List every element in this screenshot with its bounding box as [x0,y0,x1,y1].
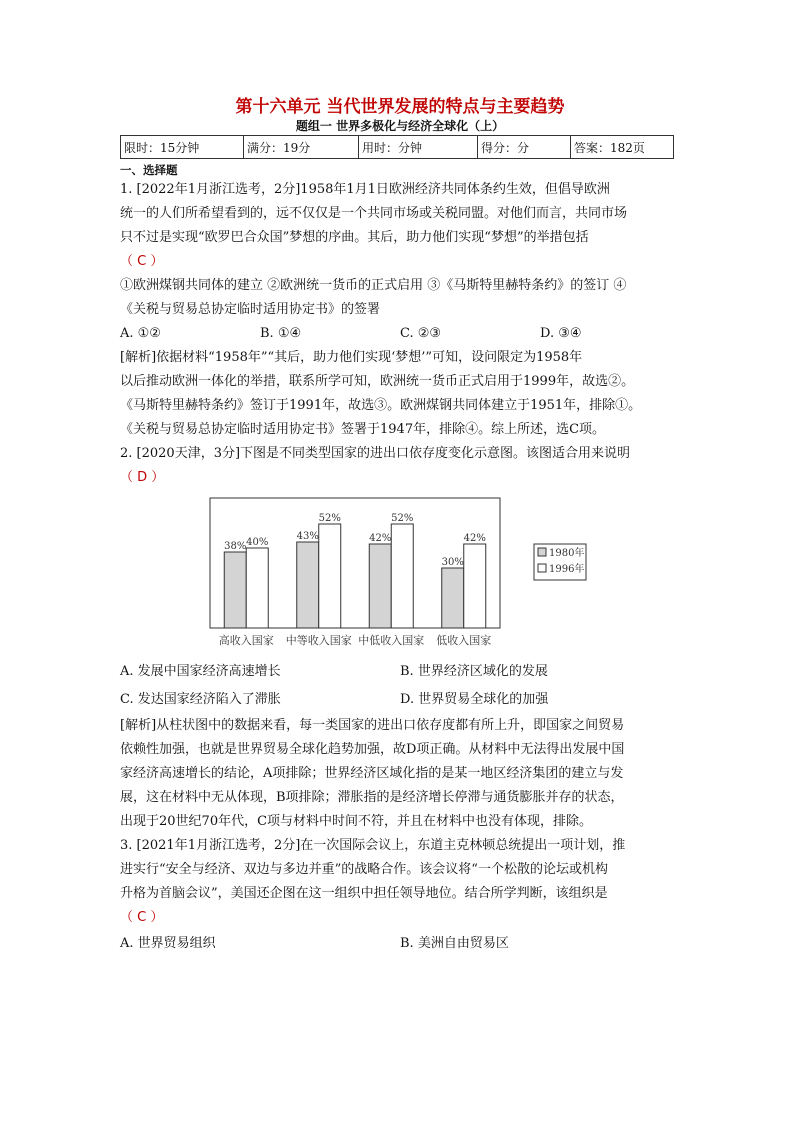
legend-label: 1980年 [549,548,585,559]
bar [369,544,391,628]
q1-analysis-line: [解析]依据材料“1958年”“其后，助力他们实现‘梦想’”可知，设问限定为1958年 [120,350,583,365]
data-label: 52% [391,513,414,524]
legend-swatch [538,564,546,572]
q1-option-c: C. ②③ [400,326,442,341]
q2-option-c: C. 发达国家经济陷入了滞胀 [120,692,281,707]
q3-answer: （ C ） [120,910,164,925]
q3-stem-line: 升格为首脑会议”，美国还企图在这一组织中担任领导地位。结合所学判断，该组织是 [120,886,608,901]
data-label: 42% [369,533,392,544]
bar [442,568,464,628]
q2-analysis-line: 依赖性加强，也就是世界贸易全球化趋势加强，故D项正确。从材料中无法得出发展中国 [120,742,625,757]
data-label: 30% [441,557,464,568]
info-table [120,135,674,159]
q1-options [120,322,680,346]
bar [319,524,341,628]
q2-stem-line: 2. [2020天津，3分]下图是不同类型国家的进出口依存度变化示意图。该图适合用来说明 [120,446,631,461]
bar [246,548,268,628]
q1-stem-line: 统一的人们所希望看到的，远不仅仅是一个共同市场或关税同盟。对他们而言，共同市场 [120,206,628,221]
bar-chart-svg [208,496,608,656]
category-label: 中低收入国家 [358,634,425,647]
q3-stem-line: 3. [2021年1月浙江选考，2分]在一次国际会议上，东道主克林顿总统提出一项计划，推 [120,838,626,853]
time-used-cell: 用时：分钟 [359,136,478,159]
q1-analysis-line: 《关税与贸易总协定临时适用协定书》签署于1947年，排除④。综上所述，选C项。 [120,422,606,437]
q2-options [120,658,680,686]
category-label: 中等收入国家 [285,634,352,647]
q1-option-b: B. ①④ [260,326,302,341]
bar [297,542,319,628]
data-label: 43% [296,531,319,542]
score-cell: 得分：分 [478,136,571,159]
q3-option-b: B. 美洲自由贸易区 [400,936,509,951]
data-label: 42% [463,533,486,544]
bar [224,552,246,628]
q1-answer: （ C ） [120,254,164,269]
time-limit-cell: 限时：15分钟 [121,136,244,159]
data-label: 52% [318,513,341,524]
q3-option-a: A. 世界贸易组织 [120,936,216,951]
answer-page-cell: 答案：182页 [571,136,674,159]
q1-items-line: 《关税与贸易总协定临时适用协定书》的签署 [120,302,381,317]
q3-options [120,930,680,958]
q1-stem-line: 只不过是实现“欧罗巴合众国”梦想的序曲。其后，助力他们实现“梦想”的举措包括 [120,230,589,245]
q2-analysis-line: [解析]从柱状图中的数据来看，每一类国家的进出口依存度都有所上升，即国家之间贸易 [120,718,625,733]
page-subtitle: 题组一 世界多极化与经济全球化（上） [295,119,505,133]
q1-analysis-line: 《马斯特里赫特条约》签订于1991年，故选③。欧洲煤钢共同体建立于1951年，排除①。 [120,398,642,413]
category-label: 高收入国家 [218,634,274,647]
q1-analysis-line: 以后推动欧洲一体化的举措，联系所学可知，欧洲统一货币正式启用于1999年，故选②。 [120,374,635,389]
data-label: 40% [246,537,269,548]
q1-option-a: A. ①② [120,326,161,341]
q1-items-line: ①欧洲煤钢共同体的建立 ②欧洲统一货币的正式启用 ③《马斯特里赫特条约》的签订 ④ [120,278,627,293]
q2-answer: （ D ） [120,470,165,485]
q2-option-a: A. 发展中国家经济高速增长 [120,664,281,679]
q3-stem-line: 进实行“安全与经济、双边与多边并重”的战略合作。该会议将“一个松散的论坛或机构 [120,862,608,877]
full-score-cell: 满分：19分 [244,136,359,159]
bar-chart [208,496,608,656]
q2-analysis-line: 出现于20世纪70年代，C项与材料中时间不符，并且在材料中也没有体现，排除。 [120,814,593,829]
category-label: 低收入国家 [436,634,492,647]
page-title: 第十六单元 当代世界发展的特点与主要趋势 [235,97,565,117]
bar [391,524,413,628]
data-label: 38% [224,541,247,552]
page [120,96,680,958]
bar [464,544,486,628]
q2-analysis-line: 家经济高速增长的结论，A项排除；世界经济区域化指的是某一地区经济集团的建立与发 [120,766,624,781]
question-1 [120,178,680,442]
q2-options [120,686,680,714]
question-3 [120,834,680,958]
legend-label: 1996年 [549,564,585,575]
section-title: 一、选择题 [120,163,178,177]
legend-swatch [538,548,546,556]
q2-analysis-line: 展，这在材料中无从体现，B项排除；滞胀指的是经济增长停滞与通货膨胀并存的状态， [120,790,624,805]
q1-option-d: D. ③④ [540,326,582,341]
q2-option-b: B. 世界经济区域化的发展 [400,664,548,679]
q2-option-d: D. 世界贸易全球化的加强 [400,692,549,707]
q1-stem-line: 1. [2022年1月浙江选考，2分]1958年1月1日欧洲经济共同体条约生效，但倡导欧洲 [120,182,610,197]
question-2 [120,442,680,834]
